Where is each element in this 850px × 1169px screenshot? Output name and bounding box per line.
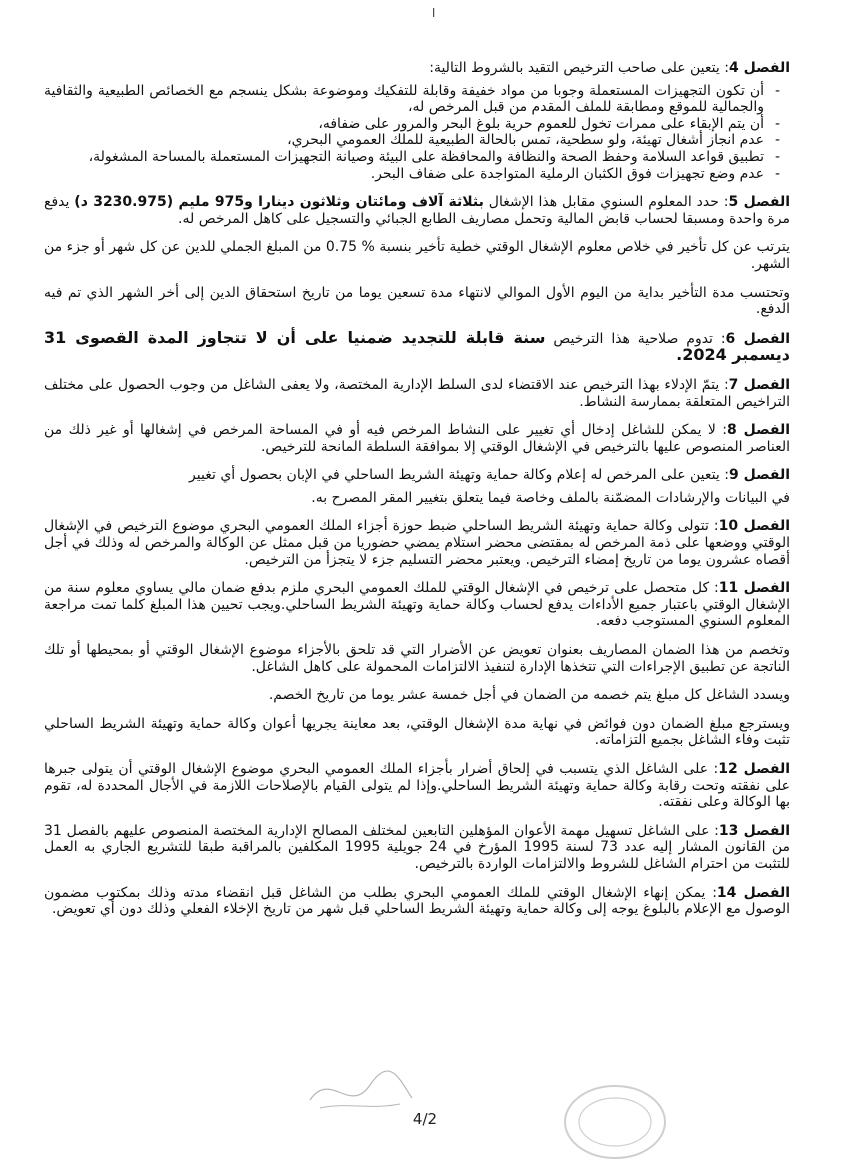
article-8-text: : لا يمكن للشاغل إدخال أي تغيير على النشاط المرخص فيه أو في المساحة المرخص في إشغالها أو غير ذلك من العناصر المنصوص عليها بالترخيص في الإشغال الوقتي إلا بموافقة السلطة المانحة للترخيص.: [44, 422, 790, 455]
condition-item: - أن تكون التجهيزات المستعملة وجوبا من مواد خفيفة وقابلة للتفكيك وموضوعة بشكل ينسجم مع الخصائص الطبيعية والثقافية والجمالية للموقع ومطابقة للملف المقدم من قبل المرخص له،: [44, 83, 764, 116]
article-11-label: الفصل 11: [718, 580, 791, 597]
article-14-text: : يمكن إنهاء الإشغال الوقتي للملك العمومي البحري بطلب من الشاغل قبل انقضاء مدته وذلك بمكتوب مضمون الوصول مع الإعلام بالبلوغ يوجه إلى وكالة حماية وتهيئة الشريط الساحلي قبل شهر من تاريخ الإخلاء الفعلي وذلك دون أي تعويض.: [44, 884, 790, 918]
article-11: [44, 580, 790, 630]
guarantee-repayment: ويسدد الشاغل كل مبلغ يتم خصمه من الضمان في أجل خمسة عشر يوما من تاريخ الخصم.: [268, 687, 790, 704]
article-6-validity: سنة قابلة للتجديد ضمنيا على أن لا تتجاوز المدة القصوى 31 ديسمبر 2024.: [44, 327, 790, 365]
page-number: 4/2: [412, 1110, 438, 1128]
official-stamp: [560, 1082, 670, 1162]
condition-item: - عدم انجاز أشغال تهيئة، ولو سطحية، تمس بالحالة الطبيعية للملك العمومي البحري،: [44, 132, 764, 149]
article-14: [44, 885, 790, 918]
document-body: [44, 60, 790, 930]
article-12-text: : على الشاغل الذي يتسبب في إلحاق أضرار بأجزاء الملك العمومي البحري موضوع الإشغال الوقتي أن يتولى جبرها على نفقته وتحت رقابة وكالة حماية وتهيئة الشريط الساحلي.وإذا لم يتولى القيام بالإصلاحات اللازمة في الأجال المحددة له، تقوم بها الوكالة وعلى نفقته.: [44, 761, 790, 811]
article-6-label: الفصل 6: [725, 330, 791, 347]
article-10: [44, 518, 790, 568]
article-11-text: : كل متحصل على ترخيص في الإشغال الوقتي للملك العمومي البحري ملزم بدفع ضمان مالي يساوي معلوم سنة من الإشغال الوقتي باعتبار جميع الأداءات يدفع لحساب وكالة حماية وتهيئة الشريط الساحلي.ويجب تحيين هذا المبلغ كلما تمت مراجعة المعلوم السنوي المستوجب دفعه.: [44, 580, 790, 630]
article-5-label: الفصل 5: [728, 194, 790, 211]
condition-item: - عدم وضع تجهيزات فوق الكثبان الرملية المتواجدة على ضفاف البحر.: [44, 166, 764, 183]
article-6-text-pre: : تدوم صلاحية هذا الترخيص: [545, 330, 726, 347]
guarantee-refund: ويسترجع مبلغ الضمان دون فوائض في نهاية مدة الإشغال الوقتي، بعد معاينة يجريها أعوان وكالة حماية وتهيئة الشريط الساحلي تثبت وفاء الشاغل بجميع التزاماته.: [44, 715, 790, 749]
article-5: [44, 194, 790, 227]
article-6: [44, 327, 791, 365]
article-9-text: : يتعين على المرخص له إعلام وكالة حماية وتهيئة الشريط الساحلي في الإبان بحصول أي تغيير: [189, 467, 729, 484]
article-10-text: : تتولى وكالة حماية وتهيئة الشريط الساحلي ضبط حوزة أجزاء الملك العمومي البحري موضوع الترخيص في الإشغال الوقتي ووضعها على ذمة المرخص له بمقتضى محضر استلام يمضي حضوريا من قبل ممثل عن الوكالة والمرخص له وذلك في أجل أقصاه عشرون يوما من تاريخ إمضاء الترخيص. ويعتبر محضر التسليم جزء لا يتجزأ من الترخيص.: [44, 518, 790, 568]
article-7: [44, 377, 790, 410]
article-4-conditions-list: [44, 83, 790, 183]
article-7-text: : يتمّ الإدلاء بهذا الترخيص عند الاقتضاء لدى السلط الإدارية المختصة، ولا يعفى الشاغل من وجوب الحصول على مختلف التراخيص المتعلقة بممارسة النشاط.: [44, 376, 790, 410]
late-payment-calculation: وتحتسب مدة التأخير بداية من اليوم الأول الموالي لانتهاء مدة تسعين يوما من تاريخ استحقاق الدين إلى أخر الشهر الذي تم فيه الدفع.: [44, 284, 790, 318]
article-12-label: الفصل 12: [718, 761, 791, 777]
condition-item: - تطبيق قواعد السلامة وحفظ الصحة والنظافة والمحافظة على البيئة وصيانة التجهيزات المستعملة بالمساحة المشغولة،: [44, 149, 764, 166]
article-5-text-post: يدفع مرة واحدة ومسبقا لحساب قابض المالية وتحمل مصاريف الطابع الجبائي والتسجيل على كاهل المرخص له.: [44, 194, 790, 227]
article-9-label: الفصل 9: [728, 467, 790, 484]
article-13-text: : على الشاغل تسهيل مهمة الأعوان المؤهلين التابعين لمختلف المصالح الإدارية المختصة المنصوص عليهم بالفصل 31 من القانون المشار إليه عدد 73 لسنة 1995 المؤرخ في 24 جويلية 1995 المكلفين بالمراقبة طبقا للتشريع الجاري به العمل للتثبت من احترام الشاغل للشروط والالتزامات الواردة بالترخيص.: [44, 822, 790, 872]
article-4-text: : يتعين على صاحب الترخيص التقيد بالشروط التالية:: [429, 60, 729, 76]
condition-item: - أن يتم الإبقاء على ممرات تخول للعموم حرية بلوغ البحر والمرور على ضفافه،: [44, 116, 764, 133]
article-13: [44, 823, 790, 873]
article-8: [44, 422, 790, 455]
article-12: [44, 761, 790, 811]
top-mark: ا: [432, 6, 436, 20]
article-9-continuation: في البيانات والإرشادات المضمّنة بالملف وخاصة فيما يتعلق بتغيير المقر المصرح به.: [311, 489, 790, 506]
article-4: [44, 60, 790, 77]
article-5-amount: بثلاثة آلاف ومائتان وثلاثون دينارا و975 مليم (3230.975 د): [74, 194, 484, 211]
article-13-label: الفصل 13: [718, 822, 790, 839]
late-payment-penalty: يترتب عن كل تأخير في خلاص معلوم الإشغال الوقتي خطية تأخير بنسبة % 0.75 من المبلغ الجملي للدين عن كل شهر أو جزء من الشهر.: [44, 239, 790, 272]
article-8-label: الفصل 8: [727, 422, 791, 439]
article-9: [44, 467, 790, 484]
article-10-label: الفصل 10: [718, 518, 790, 535]
article-4-label: الفصل 4: [728, 60, 790, 76]
article-14-label: الفصل 14: [716, 884, 791, 901]
guarantee-deductions: وتخصم من هذا الضمان المصاريف بعنوان تعويض عن الأضرار التي قد تلحق بالأجزاء موضوع الإشغال الوقتي أو بمحيطها أو تلك الناتجة عن تطبيق الإجراءات التي تتخذها الإدارة لتنفيذ الالتزامات المحمولة على كاهل الشاغل.: [44, 642, 790, 675]
article-5-text-pre: : حدد المعلوم السنوي مقابل هذا الإشغال: [483, 194, 729, 211]
article-7-label: الفصل 7: [728, 376, 791, 393]
